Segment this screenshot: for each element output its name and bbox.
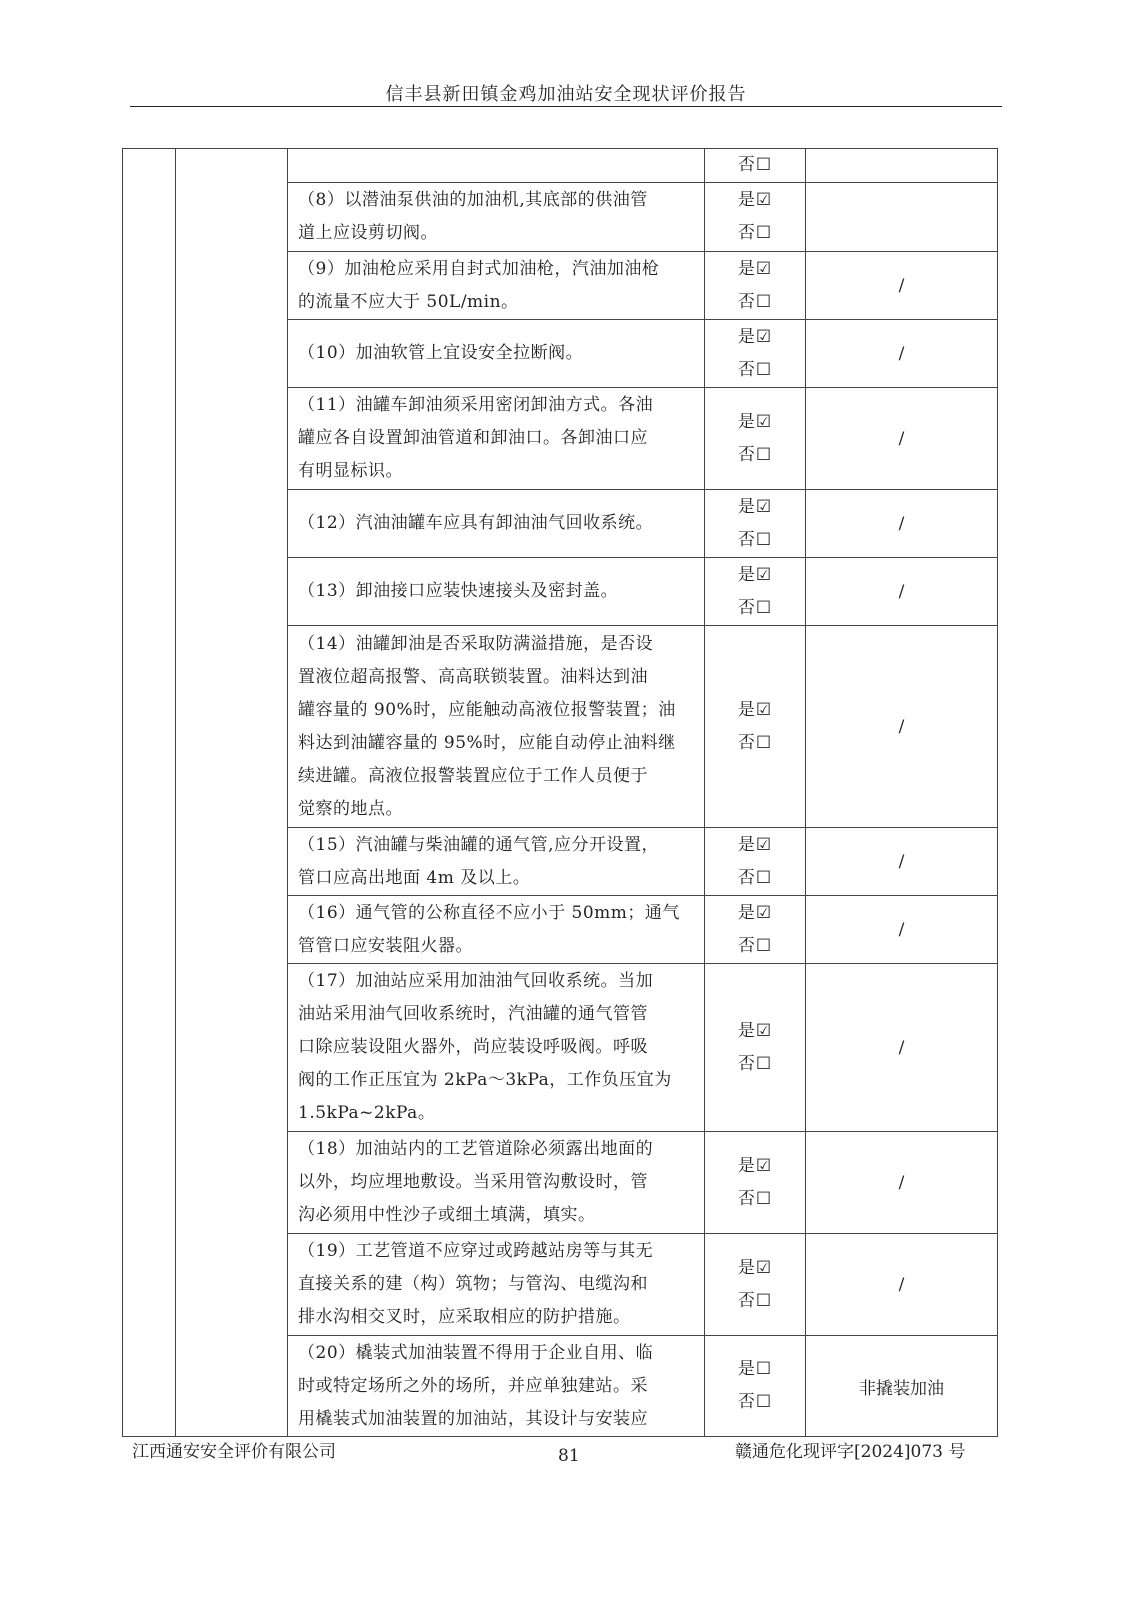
check-result-cell — [705, 964, 806, 1132]
requirement-line: 用橇装式加油装置的加油站，其设计与安装应 — [298, 1408, 648, 1429]
requirement-line: 管管口应安装阻火器。 — [298, 935, 473, 956]
requirement-cell — [288, 1234, 705, 1336]
yes-checkbox: 是☑ — [737, 258, 773, 279]
remark-cell: 非撬装加油 — [806, 1336, 998, 1437]
no-checkbox: 否☐ — [737, 935, 773, 956]
requirement-line: 阀的工作正压宜为 2kPa～3kPa，工作负压宜为 — [298, 1070, 672, 1090]
requirement-line: （15）汽油罐与柴油罐的通气管,应分开设置， — [298, 834, 660, 855]
requirement-line: （13）卸油接口应装快速接头及密封盖。 — [298, 581, 619, 601]
requirement-cell — [288, 558, 705, 626]
check-result-cell — [705, 149, 806, 183]
check-result-cell — [705, 490, 806, 558]
yes-checkbox: 是☑ — [737, 326, 773, 347]
requirement-line: 续进罐。高液位报警装置应位于工作人员便于 — [298, 765, 648, 786]
requirement-line: （11）油罐车卸油须采用密闭卸油方式。各油 — [298, 395, 654, 415]
no-checkbox: 否☐ — [737, 444, 773, 465]
requirement-cell — [288, 388, 705, 490]
no-checkbox: 否☐ — [737, 291, 773, 312]
footer-company: 江西通安安全评价有限公司 — [132, 1442, 336, 1462]
requirement-line: 有明显标识。 — [298, 461, 403, 481]
check-result-cell — [705, 183, 806, 252]
requirement-line: 时或特定场所之外的场所，并应单独建站。采 — [298, 1375, 648, 1396]
remark-cell: / — [806, 490, 998, 558]
requirement-line: （20）橇装式加油装置不得用于企业自用、临 — [298, 1342, 654, 1363]
yes-checkbox: 是☑ — [737, 411, 773, 432]
yes-checkbox: 是☑ — [737, 699, 773, 720]
requirement-line: 排水沟相交叉时，应采取相应的防护措施。 — [298, 1307, 631, 1327]
requirement-line: 道上应设剪切阀。 — [298, 223, 438, 243]
no-checkbox: 否☐ — [737, 223, 773, 243]
requirement-line: （10）加油软管上宜设安全拉断阀。 — [298, 343, 584, 363]
remark-cell: / — [806, 558, 998, 626]
requirement-line: 沟必须用中性沙子或细土填满，填实。 — [298, 1205, 596, 1225]
requirement-cell — [288, 320, 705, 388]
check-result-cell — [705, 626, 806, 828]
no-checkbox: 否☐ — [737, 867, 773, 888]
yes-checkbox: 是☑ — [737, 1155, 773, 1176]
yes-checkbox: 是☐ — [737, 1359, 773, 1379]
requirement-cell — [288, 896, 705, 964]
check-result-cell — [705, 1336, 806, 1437]
requirement-line: 口除应装设阻火器外，尚应装设呼吸阀。呼吸 — [298, 1037, 648, 1057]
requirement-cell — [288, 1132, 705, 1234]
requirement-line: （12）汽油油罐车应具有卸油油气回收系统。 — [298, 513, 654, 533]
remark-cell — [806, 183, 998, 252]
remark-cell: / — [806, 1234, 998, 1336]
yes-checkbox: 是☑ — [737, 902, 773, 923]
check-result-cell — [705, 558, 806, 626]
no-checkbox: 否☐ — [737, 1188, 773, 1209]
requirement-cell — [288, 828, 705, 896]
no-checkbox: 否☐ — [737, 597, 773, 618]
yes-checkbox: 是☑ — [737, 564, 773, 585]
requirement-line: （16）通气管的公称直径不应小于 50mm；通气 — [298, 902, 680, 923]
header-divider — [130, 106, 1002, 107]
requirement-line: （18）加油站内的工艺管道除必须露出地面的 — [298, 1139, 654, 1159]
check-result-cell — [705, 1132, 806, 1234]
yes-checkbox: 是☑ — [737, 834, 773, 855]
no-checkbox: 否☐ — [737, 1290, 773, 1311]
remark-cell: / — [806, 320, 998, 388]
requirement-cell — [288, 626, 705, 828]
requirement-cell — [288, 183, 705, 252]
no-checkbox: 否☐ — [737, 732, 773, 753]
requirement-cell — [288, 964, 705, 1132]
remark-cell: / — [806, 964, 998, 1132]
requirement-line: （8）以潜油泵供油的加油机,其底部的供油管 — [298, 190, 648, 210]
requirement-line: 料达到油罐容量的 95%时，应能自动停止油料继 — [298, 732, 676, 753]
yes-checkbox: 是☑ — [737, 1257, 773, 1278]
no-checkbox: 否☐ — [737, 155, 773, 175]
check-result-cell — [705, 388, 806, 490]
page-header-title: 信丰县新田镇金鸡加油站安全现状评价报告 — [385, 84, 747, 105]
remark-cell: / — [806, 896, 998, 964]
subcategory-cell — [176, 149, 288, 1437]
no-checkbox: 否☐ — [737, 1392, 773, 1412]
requirement-line: （14）油罐卸油是否采取防满溢措施，是否设 — [298, 633, 654, 654]
check-result-cell — [705, 1234, 806, 1336]
remark-cell: / — [806, 828, 998, 896]
check-result-cell — [705, 828, 806, 896]
remark-cell: / — [806, 626, 998, 828]
footer-document-number: 赣通危化现评字[2024]073 号 — [735, 1442, 966, 1462]
requirement-line: （17）加油站应采用加油油气回收系统。当加 — [298, 971, 654, 991]
requirement-line: 管口应高出地面 4m 及以上。 — [298, 867, 531, 888]
check-result-cell — [705, 896, 806, 964]
yes-checkbox: 是☑ — [737, 1020, 773, 1041]
no-checkbox: 否☐ — [737, 529, 773, 550]
requirement-line: 油站采用油气回收系统时，汽油罐的通气管管 — [298, 1004, 648, 1024]
no-checkbox: 否☐ — [737, 359, 773, 380]
requirement-line: 觉察的地点。 — [298, 798, 403, 819]
no-checkbox: 否☐ — [737, 1053, 773, 1074]
remark-cell: / — [806, 252, 998, 320]
requirement-line: 直接关系的建（构）筑物；与管沟、电缆沟和 — [298, 1274, 648, 1294]
inspection-table — [122, 148, 998, 1437]
requirement-line: 罐容量的 90%时，应能触动高液位报警装置；油 — [298, 699, 676, 720]
requirement-line: （9）加油枪应采用自封式加油枪，汽油加油枪 — [298, 258, 660, 279]
category-cell — [123, 149, 176, 1437]
requirement-line: 置液位超高报警、高高联锁装置。油料达到油 — [298, 666, 648, 687]
requirement-cell — [288, 490, 705, 558]
requirement-line: 罐应各自设置卸油管道和卸油口。各卸油口应 — [298, 428, 648, 448]
requirement-cell — [288, 1336, 705, 1437]
requirement-line: （19）工艺管道不应穿过或跨越站房等与其无 — [298, 1241, 654, 1261]
check-result-cell — [705, 252, 806, 320]
requirement-line: 1.5kPa~2kPa。 — [298, 1103, 436, 1123]
yes-checkbox: 是☑ — [737, 190, 773, 210]
remark-cell — [806, 149, 998, 183]
remark-cell: / — [806, 388, 998, 490]
page-number: 81 — [558, 1446, 580, 1466]
requirement-cell — [288, 149, 705, 183]
requirement-line: 以外，均应埋地敷设。当采用管沟敷设时，管 — [298, 1172, 648, 1192]
remark-cell: / — [806, 1132, 998, 1234]
yes-checkbox: 是☑ — [737, 496, 773, 517]
check-result-cell — [705, 320, 806, 388]
table-row — [123, 149, 998, 183]
requirement-line: 的流量不应大于 50L/min。 — [298, 291, 519, 312]
requirement-cell — [288, 252, 705, 320]
